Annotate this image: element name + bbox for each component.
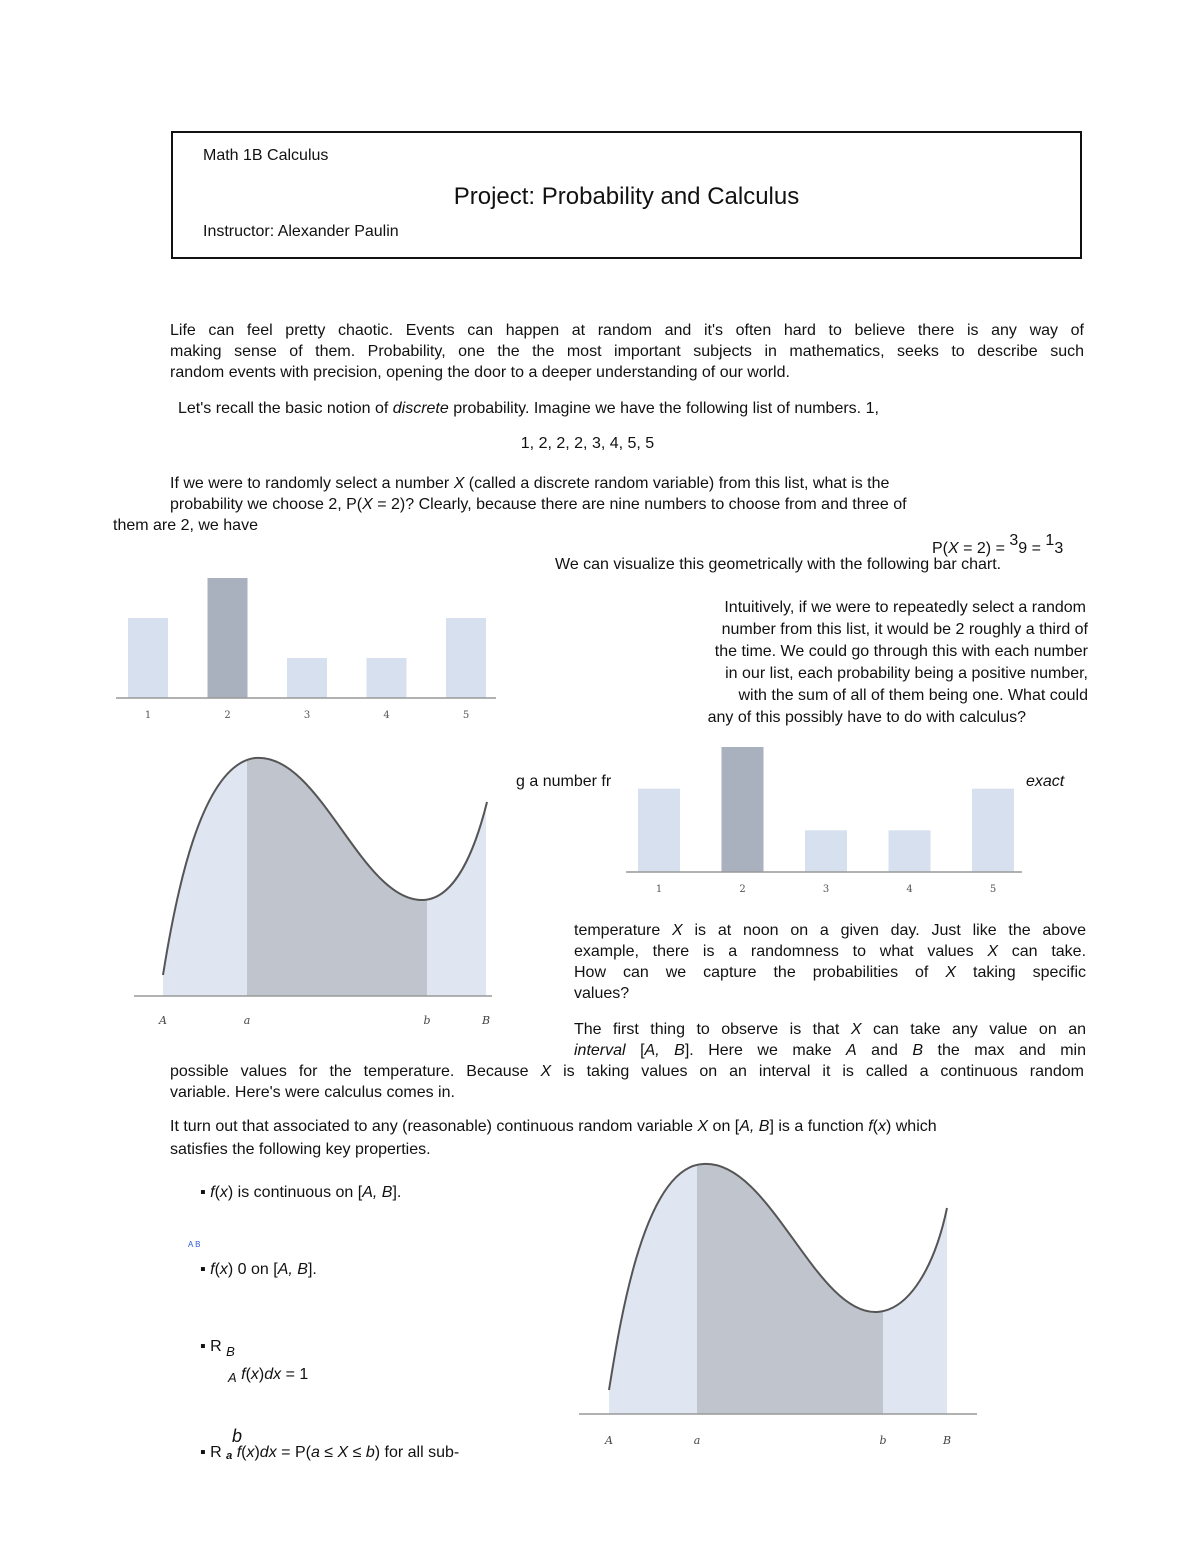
- curve-tick-label: B: [481, 1014, 491, 1027]
- temperature-line: How can we capture the probabilities of X taking specific: [574, 964, 1087, 981]
- bar-tick-label: 1: [655, 884, 663, 895]
- intro-paragraph: [170, 320, 1084, 383]
- bar-4: [889, 830, 931, 872]
- bar-1: [638, 789, 680, 872]
- bar-tick-label: 1: [144, 710, 152, 721]
- observe-line: interval [A, B]. Here we make A and B the max and min: [574, 1042, 1087, 1059]
- bar-4: [367, 658, 407, 698]
- property-continuous: ▪ f(x) is continuous on [A, B].: [200, 1184, 402, 1201]
- bar-tick-label: 2: [739, 884, 746, 895]
- bar-3: [805, 830, 847, 872]
- select-line-2: probability we choose 2, P(X = 2)? Clearly, because there are nine numbers to choose from and three of: [170, 496, 907, 513]
- bar-chart-1: [110, 570, 505, 730]
- intro-line: making sense of them. Probability, one the the most important subjects in mathematics, seeks to describe such: [170, 343, 1084, 360]
- possible-paragraph: [170, 1061, 1084, 1103]
- bar-2: [208, 578, 248, 698]
- number-list: 1, 2, 2, 2, 3, 4, 5, 5: [520, 435, 655, 452]
- curve-tick-label: a: [243, 1014, 251, 1027]
- bar-tick-label: 4: [906, 884, 913, 895]
- select-line-1: If we were to randomly select a number X (called a discrete random variable) from this list, what is the: [170, 475, 890, 492]
- temperature-line: example, there is a randomness to what values X can take.: [574, 943, 1087, 960]
- select-line-3: them are 2, we have: [113, 517, 258, 534]
- curve-tick-label: b: [423, 1014, 431, 1027]
- intro-line: random events with precision, opening the door to a deeper understanding of our world.: [170, 364, 790, 381]
- intuition-line: with the sum of all of them being one. What could: [738, 687, 1088, 704]
- area-a-to-b: [697, 1155, 883, 1414]
- curve-tick-label: b: [879, 1434, 887, 1447]
- bar-5: [972, 789, 1014, 872]
- curve-tick-label: a: [693, 1434, 701, 1447]
- property-integral-prob: ▪ R a f(x)dx = P(a ≤ X ≤ b) for all sub-: [200, 1444, 460, 1462]
- intro-line: Life can feel pretty chaotic. Events can happen at random and it's often hard to believe there is any way of: [170, 322, 1084, 339]
- intuition-paragraph: [600, 597, 1088, 729]
- intuition-line: in our list, each probability being a positive number,: [725, 665, 1088, 682]
- visualize-line: We can visualize this geometrically with the following bar chart.: [555, 556, 1002, 573]
- bar-tick-label: 3: [303, 710, 311, 721]
- bar-5: [446, 618, 486, 698]
- recall-line: Let's recall the basic notion of discrete probability. Imagine we have the following list of numbers. 1,: [178, 400, 879, 417]
- page-title: Project: Probability and Calculus: [453, 183, 800, 210]
- property-integral-one-b: A f(x)dx = 1: [228, 1366, 309, 1385]
- property-integral-upper: b: [232, 1426, 243, 1446]
- observe-paragraph: [574, 1019, 1086, 1061]
- bar-tick-label: 4: [383, 710, 390, 721]
- bar-2: [722, 747, 764, 872]
- temperature-line: values?: [574, 985, 630, 1002]
- instructor-name: Instructor: Alexander Paulin: [203, 223, 399, 240]
- header-box: [171, 131, 1082, 259]
- possible-line: variable. Here's were calculus comes in.: [170, 1084, 455, 1101]
- possible-line: possible values for the temperature. Because X is taking values on an interval it is called a continuous random: [170, 1063, 1084, 1080]
- temperature-line: temperature X is at noon on a given day. Just like the above: [574, 922, 1086, 939]
- density-curve-1: [130, 750, 500, 1040]
- probability-formula: P(X = 2) = $^3$9 = $^1$3: [932, 532, 1064, 557]
- intuition-line: number from this list, it would be 2 roughly a third of: [721, 621, 1088, 638]
- turnout-line-2: satisfies the following key properties.: [170, 1141, 431, 1158]
- bar-1: [128, 618, 168, 698]
- turnout-line-1: It turn out that associated to any (reasonable) continuous random variable X on [A, B] is a function f(x) which: [170, 1118, 937, 1135]
- property-nonnegative: ▪ f(x) 0 on [A, B].: [200, 1261, 317, 1278]
- bar-tick-label: 5: [462, 710, 470, 721]
- text-fragment-left: g a number fr: [516, 773, 612, 790]
- density-curve-2: [575, 1155, 980, 1455]
- density-area: [609, 1155, 947, 1414]
- area-a-to-b: [247, 750, 427, 996]
- bar-tick-label: 3: [822, 884, 830, 895]
- intuition-line: any of this possibly have to do with calculus?: [707, 709, 1026, 726]
- bar-tick-label: 5: [989, 884, 997, 895]
- property-integral-one-a: ▪ R $_B$: [200, 1338, 235, 1359]
- intuition-line: Intuitively, if we were to repeatedly select a random: [724, 599, 1086, 616]
- bar-tick-label: 2: [224, 710, 231, 721]
- blue-mark: A B: [188, 1240, 201, 1249]
- intuition-line: the time. We could go through this with each number: [714, 643, 1088, 660]
- temperature-paragraph: [574, 920, 1086, 1004]
- observe-line: The first thing to observe is that X can take any value on an: [574, 1021, 1086, 1038]
- curve-tick-label: B: [942, 1434, 952, 1447]
- curve-tick-label: A: [605, 1434, 613, 1447]
- bar-3: [287, 658, 327, 698]
- curve-tick-label: A: [159, 1014, 167, 1027]
- text-fragment-right: exact: [1026, 773, 1065, 790]
- bar-chart-2: [620, 740, 1030, 900]
- density-area: [163, 750, 486, 996]
- course-name: Math 1B Calculus: [203, 147, 329, 164]
